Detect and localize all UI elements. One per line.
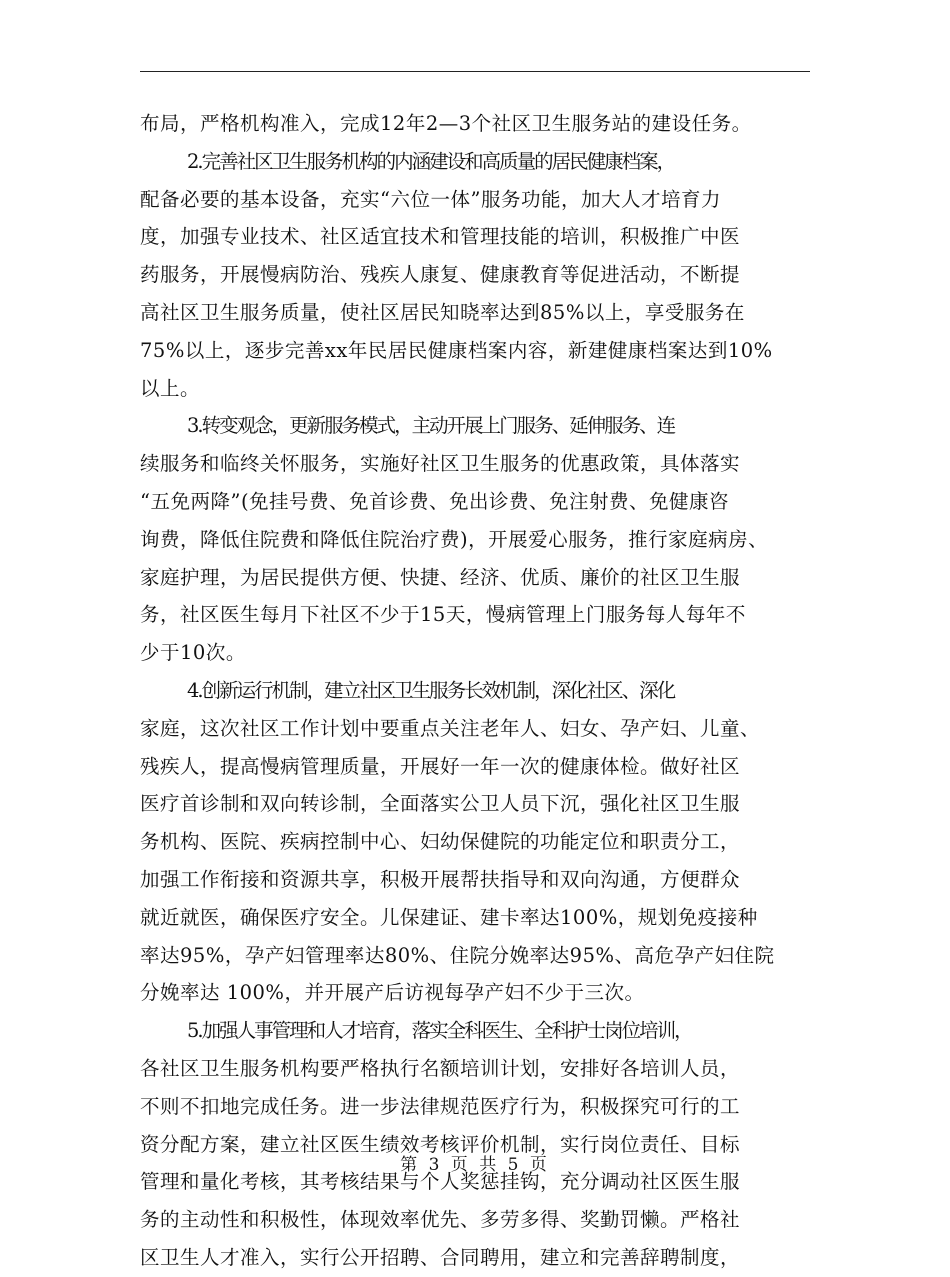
text-line: 询费，降低住院费和降低住院治疗费)，开展爱心服务，推行家庭病房、 [140, 527, 769, 551]
text-line: 家庭护理，为居民提供方便、快捷、经济、优质、廉价的社区卫生服 [140, 565, 741, 589]
text-line: 分娩率达 100%，并开展产后访视每孕产妇不少于三次。 [140, 981, 645, 1005]
text-line: 度，加强专业技术、社区适宜技术和管理技能的培训，积极推广中医 [140, 225, 741, 249]
text-line: 务，社区医生每月下社区不少于15天，慢病管理上门服务每人每年不 [140, 603, 746, 627]
text-line: 家庭，这次社区工作计划中要重点关注老年人、妇女、孕产妇、儿童、 [140, 716, 761, 740]
text-line: 各社区卫生服务机构要严格执行名额培训计划，安排好各培训人员， [140, 1056, 741, 1080]
text-line: 率达95%，孕产妇管理率达80%、住院分娩率达95%、高危孕产妇住院 [140, 943, 775, 967]
text-line: 4.创新运行机制，建立社区卫生服务长效机制，深化社区、深化 [187, 678, 675, 702]
text-line: 2.完善社区卫生服务机构的内涵建设和高质量的居民健康档案， [187, 149, 675, 173]
text-line: 配备必要的基本设备，充实“六位一体”服务功能，加大人才培育力 [140, 187, 721, 211]
text-line: 务的主动性和积极性，体现效率优先、多劳多得、奖勤罚懒。严格社 [140, 1208, 741, 1232]
text-line: 资分配方案，建立社区医生绩效考核评价机制，实行岗位责任、目标 [140, 1132, 741, 1156]
text-line: 医疗首诊制和双向转诊制，全面落实公卫人员下沉，强化社区卫生服 [140, 792, 741, 816]
text-line: 不则不扣地完成任务。进一步法律规范医疗行为，积极探究可行的工 [140, 1094, 741, 1118]
page-number-footer: 第 3 页 共 5 页 [400, 1155, 550, 1175]
text-line: 残疾人，提高慢病管理质量，开展好一年一次的健康体检。做好社区 [140, 754, 741, 778]
text-line: “五免两降”(免挂号费、免首诊费、免出诊费、免注射费、免健康咨 [140, 489, 730, 513]
text-line: 高社区卫生服务质量，使社区居民知晓率达到85%以上，享受服务在 [140, 300, 745, 324]
text-line: 加强工作衔接和资源共享，积极开展帮扶指导和双向沟通，方便群众 [140, 867, 741, 891]
text-line: 少于10次。 [140, 641, 246, 665]
document-body [140, 105, 820, 1277]
text-line: 以上。 [140, 376, 201, 400]
text-line: 就近就医，确保医疗安全。儿保建证、建卡率达100%，规划免疫接种 [140, 905, 758, 929]
text-line: 药服务，开展慢病防治、残疾人康复、健康教育等促进活动，不断提 [140, 263, 741, 287]
text-line: 75%以上，逐步完善xx年民居民健康档案内容，新建健康档案达到10% [140, 338, 773, 362]
text-line: 布局，严格机构准入，完成12年2—3个社区卫生服务站的建设任务。 [140, 112, 752, 135]
text-line: 务机构、医院、疾病控制中心、妇幼保健院的功能定位和职责分工， [140, 830, 741, 854]
header-rule [140, 71, 810, 72]
text-line: 区卫生人才准入，实行公开招聘、合同聘用，建立和完善辞聘制度， [140, 1245, 741, 1269]
text-line: 3.转变观念，更新服务模式，主动开展上门服务、延伸服务、连 [187, 414, 675, 438]
text-line: 管理和量化考核，其考核结果与个人奖惩挂钩，充分调动社区医生服 [140, 1170, 741, 1194]
text-line: 续服务和临终关怀服务，实施好社区卫生服务的优惠政策，具体落实 [140, 452, 741, 476]
text-line: 5.加强人事管理和人才培育，落实全科医生、全科护士岗位培训， [187, 1019, 692, 1043]
